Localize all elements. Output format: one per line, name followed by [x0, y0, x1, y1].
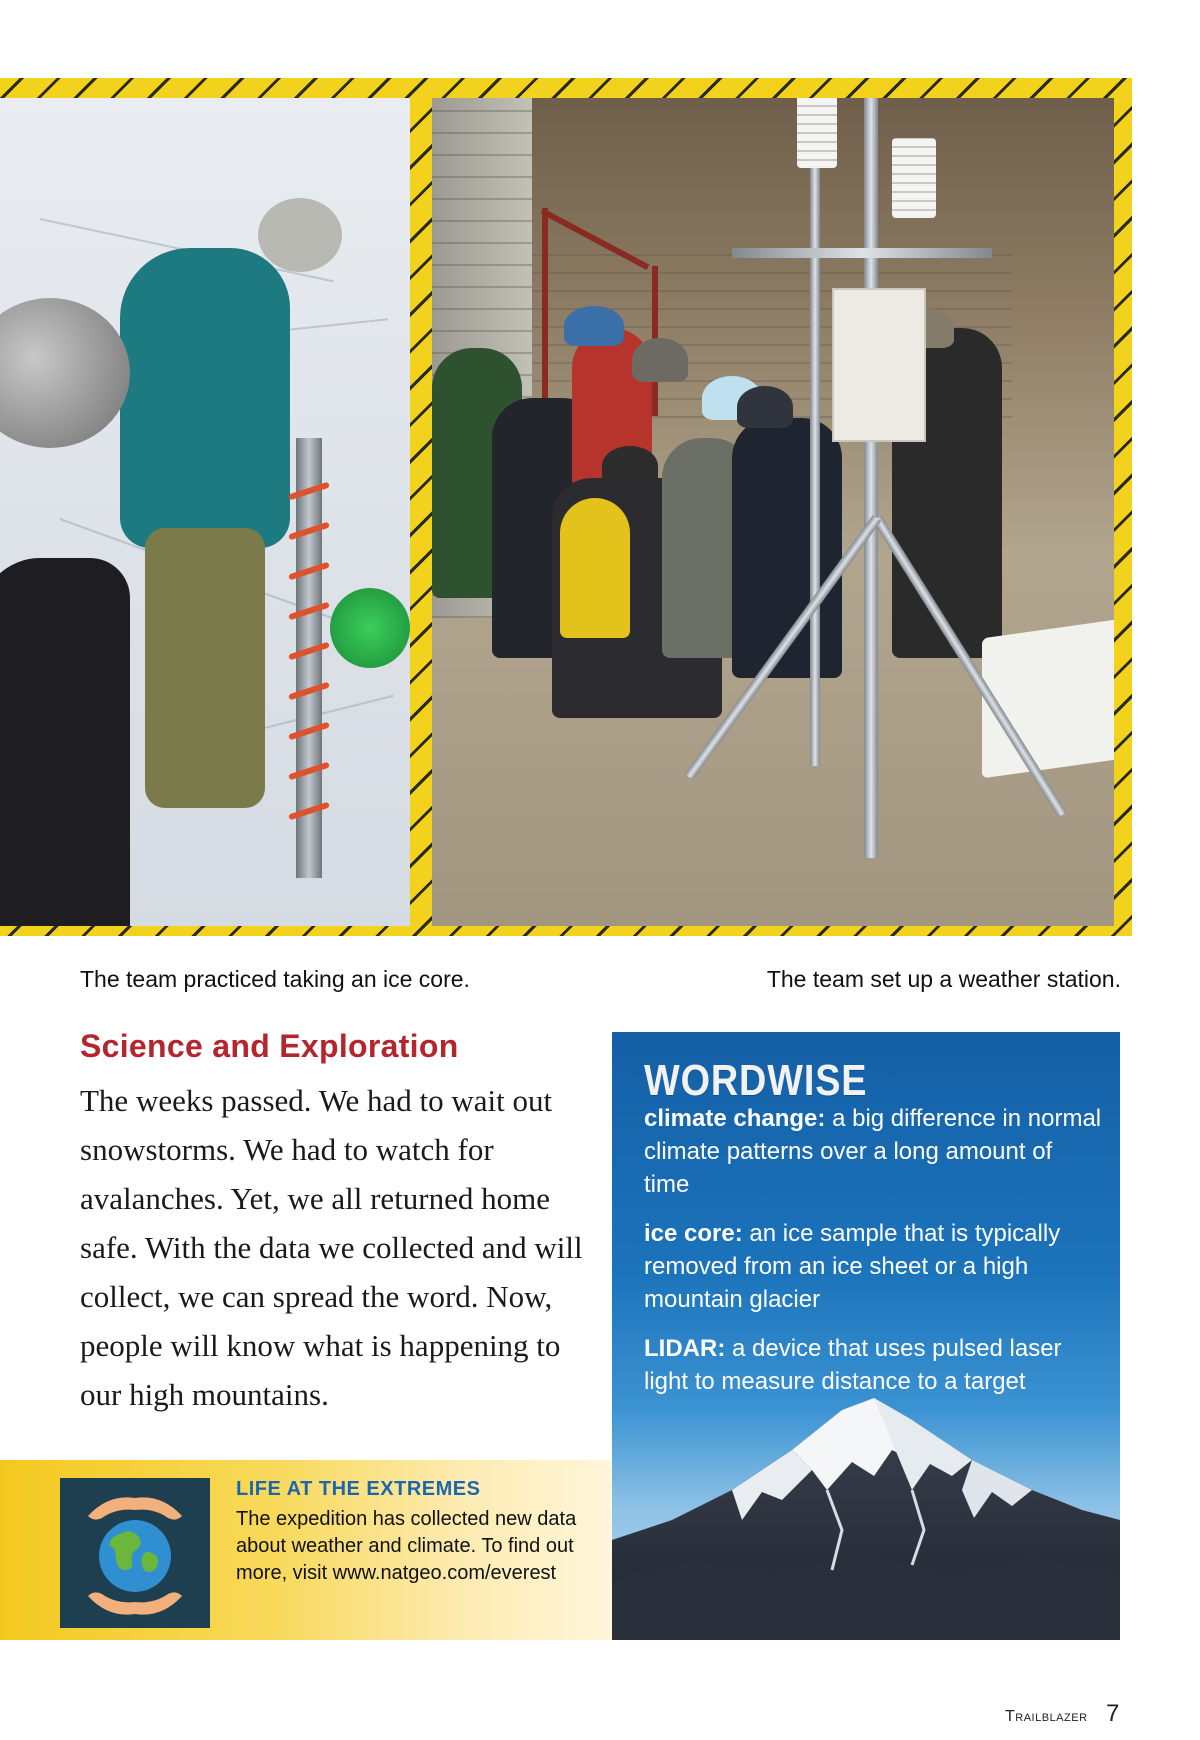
wordwise-title: WORDWISE: [644, 1056, 868, 1105]
photo-frame: [0, 78, 1132, 936]
article-body: The weeks passed. We had to wait out snowstorms. We had to watch for avalanches. Yet, we all returned home safe. With the data we collected and will collect, we can spread the word. Now, people will know what is happening to our high mountains.: [80, 1083, 583, 1412]
ice-core-photo: [0, 98, 410, 926]
definition: a big difference in normal climate patterns over a long amount of time: [644, 1105, 1102, 1198]
definition-ice-core: [644, 1217, 1104, 1316]
weather-station-photo: [432, 98, 1114, 926]
mountain-image: [612, 1380, 1120, 1640]
magazine-label: Trailblazer: [1005, 1708, 1088, 1725]
extremes-heading: LIFE AT THE EXTREMES: [236, 1478, 481, 1500]
sensor-shield: [892, 138, 936, 218]
data-logger-box: [832, 288, 926, 442]
climber-teal-jacket: [120, 248, 290, 548]
definition: a device that uses pulsed laser light to measure distance to a target: [644, 1335, 1062, 1395]
life-at-extremes-box: [0, 1460, 612, 1640]
helmet-grey: [258, 198, 342, 272]
caption-ice-core: The team practiced taking an ice core.: [80, 966, 470, 992]
definition-climate-change: [644, 1102, 1104, 1201]
term: LIDAR:: [644, 1335, 726, 1362]
climber-legs: [145, 528, 265, 808]
yellow-vest: [560, 498, 630, 638]
caption-weather-station: The team set up a weather station.: [766, 966, 1121, 992]
term: climate change:: [644, 1105, 826, 1132]
globe-hands-icon: [60, 1478, 210, 1628]
extremes-body: The expedition has collected new data about weather and climate. To find out more, visit www.natgeo.com/everest: [236, 1508, 577, 1584]
wordwise-definitions: [644, 1102, 1104, 1414]
definition: an ice sample that is typically removed from an ice sheet or a high mountain glacier: [644, 1220, 1061, 1313]
term: ice core:: [644, 1220, 743, 1247]
helmet-white: [0, 298, 130, 448]
page-number: 7: [1106, 1700, 1120, 1727]
helmet-green: [330, 588, 410, 668]
radiation-shield: [797, 98, 837, 168]
climber-dark-suit: [0, 558, 130, 926]
section-heading: Science and Exploration: [80, 1028, 459, 1064]
wordwise-box: [612, 1032, 1120, 1640]
